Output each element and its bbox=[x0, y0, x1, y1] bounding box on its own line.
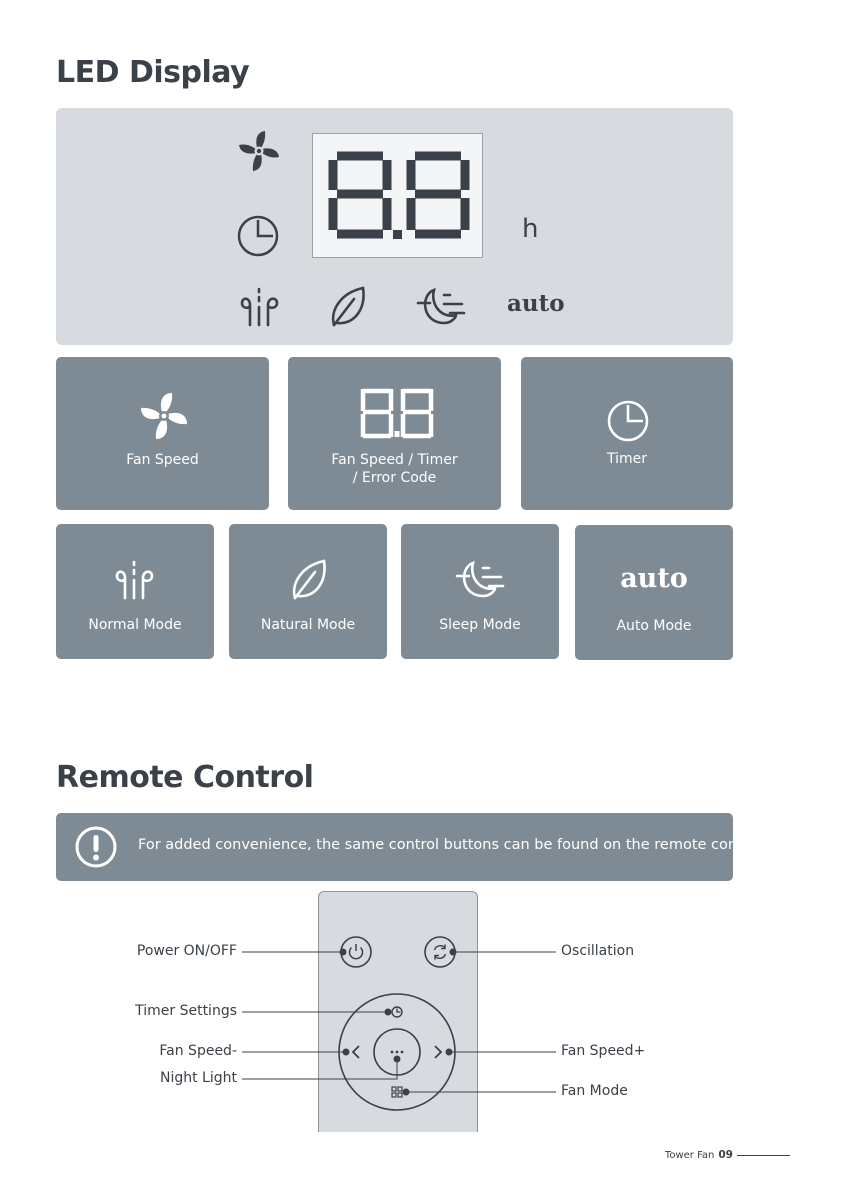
fan-icon bbox=[140, 391, 188, 441]
hours-unit: h bbox=[522, 214, 539, 244]
moon-icon bbox=[455, 558, 505, 602]
tile-label: Auto Mode bbox=[616, 618, 692, 634]
tile-label: Natural Mode bbox=[260, 617, 356, 633]
footer-product: Tower Fan bbox=[664, 1150, 715, 1161]
timer-button-icon bbox=[392, 1007, 402, 1017]
remote-buttons bbox=[0, 880, 843, 1140]
clock-icon bbox=[236, 214, 280, 258]
tile-label: Timer bbox=[606, 451, 648, 467]
callout-fan-mode: Fan Mode bbox=[561, 1083, 628, 1099]
tile-label-line2: / Error Code bbox=[352, 470, 437, 486]
remote-control-title: Remote Control bbox=[56, 760, 314, 795]
tile-fan-speed-timer-error bbox=[288, 357, 501, 510]
night-light-icon bbox=[391, 1051, 404, 1054]
seven-segment-digits bbox=[313, 134, 482, 257]
page-footer bbox=[665, 1149, 733, 1161]
tile-sleep-mode bbox=[401, 524, 559, 659]
leaf-icon bbox=[328, 285, 368, 329]
notice-text: For added convenience, the same control buttons can be found on the remote control. bbox=[138, 837, 766, 853]
auto-icon: auto bbox=[620, 563, 688, 594]
fan-mode-grid-icon bbox=[392, 1087, 402, 1097]
led-display-title: LED Display bbox=[56, 55, 250, 90]
page-number: 09 bbox=[718, 1149, 733, 1161]
callout-fan-speed-minus: Fan Speed- bbox=[159, 1043, 237, 1059]
auto-indicator: auto bbox=[507, 290, 565, 317]
normal-mode-icon bbox=[239, 285, 281, 329]
fan-icon bbox=[236, 130, 282, 172]
leaf-icon bbox=[289, 558, 329, 602]
digits-icon bbox=[360, 387, 434, 439]
tile-label: Fan Speed bbox=[126, 452, 199, 468]
callout-timer-settings: Timer Settings bbox=[135, 1003, 237, 1019]
chevron-left-icon bbox=[353, 1046, 359, 1058]
normal-mode-icon bbox=[114, 558, 156, 602]
moon-icon bbox=[416, 285, 466, 329]
tile-natural-mode bbox=[229, 524, 387, 659]
callout-power: Power ON/OFF bbox=[136, 943, 237, 959]
callout-night-light: Night Light bbox=[160, 1070, 237, 1086]
chevron-right-icon bbox=[435, 1046, 441, 1058]
tile-label: Fan Speed / Timer bbox=[331, 452, 458, 468]
notice-banner bbox=[56, 813, 766, 881]
tile-auto-mode bbox=[575, 525, 733, 660]
clock-icon bbox=[606, 399, 650, 443]
callout-fan-speed-plus: Fan Speed+ bbox=[561, 1043, 646, 1059]
footer-rule bbox=[737, 1155, 790, 1156]
digit-display bbox=[312, 133, 483, 258]
tile-fan-speed bbox=[56, 357, 269, 510]
callout-oscillation: Oscillation bbox=[561, 943, 635, 959]
exclamation-icon bbox=[75, 826, 117, 868]
tile-label: Normal Mode bbox=[88, 617, 182, 633]
tile-timer bbox=[521, 357, 733, 510]
tile-label: Sleep Mode bbox=[439, 617, 521, 633]
tile-normal-mode bbox=[56, 524, 214, 659]
